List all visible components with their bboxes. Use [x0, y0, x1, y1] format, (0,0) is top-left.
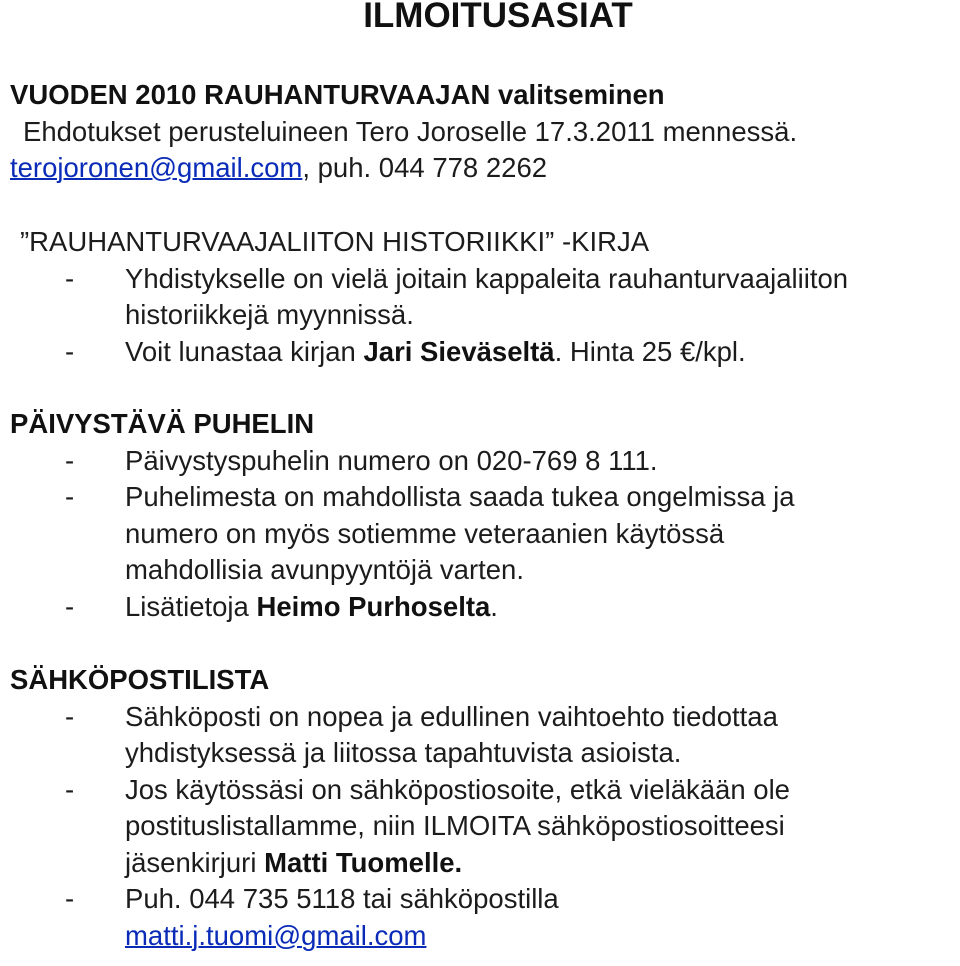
contact-name: Matti Tuomelle. — [264, 846, 463, 878]
text-segment: Voit lunastaa kirjan — [125, 335, 364, 367]
list-item-text — [125, 589, 955, 626]
list-item — [10, 881, 955, 954]
text-segment: . — [490, 590, 498, 622]
email-link-tero[interactable]: terojoronen@gmail.com — [10, 152, 303, 183]
list-item-text: Sähköposti on nopea ja edullinen vaihtoehto tiedottaa — [125, 700, 778, 732]
list-item — [10, 261, 955, 334]
section-heading: ”RAUHANTURVAAJALIITON HISTORIIKKI” -KIRJA — [20, 226, 650, 257]
bullet-dash: - — [65, 262, 75, 294]
list-item-text: Yhdistykselle on vielä joitain kappaleita rauhanturvaajaliiton — [125, 262, 849, 294]
section-peacekeeper-election — [10, 77, 955, 187]
list-item — [10, 699, 955, 772]
bullet-dash: - — [65, 335, 75, 367]
paragraph-line: Ehdotukset perusteluineen Tero Joroselle 17.3.2011 mennessä. — [23, 115, 798, 147]
list-item-text: yhdistyksessä ja liitossa tapahtuvista asioista. — [125, 737, 682, 768]
section-duty-phone — [10, 406, 955, 625]
section-heading: SÄHKÖPOSTILISTA — [10, 664, 270, 695]
text-segment: jäsenkirjuri — [125, 846, 265, 878]
page-title: ILMOITUSASIAT — [363, 0, 633, 35]
bullet-dash: - — [65, 590, 75, 622]
list-item-text: postituslistallamme, niin ILMOITA sähköpostiosoitteesi — [125, 810, 785, 841]
bullet-dash: - — [65, 883, 75, 914]
list-item-text: historiikkejä myynnissä. — [125, 299, 414, 330]
list-item-text: Jos käytössäsi on sähköpostiosoite, etkä vieläkään ole — [125, 773, 790, 805]
contact-line — [10, 150, 955, 187]
text-segment: . Hinta 25 €/kpl. — [554, 335, 746, 367]
list-item — [10, 589, 955, 626]
list-item-text: Päivystyspuhelin numero on 020-769 8 111. — [125, 444, 658, 476]
text-segment: Lisätietoja — [125, 590, 257, 622]
email-link-matti[interactable]: matti.j.tuomi@gmail.com — [125, 919, 427, 951]
list-item — [10, 334, 955, 371]
contact-name: Jari Sieväseltä — [363, 335, 555, 367]
section-heading: PÄIVYSTÄVÄ PUHELIN — [10, 408, 315, 439]
section-email-list — [10, 662, 955, 954]
bullet-dash: - — [65, 444, 75, 476]
list-item — [10, 479, 955, 589]
list-item-text — [125, 334, 955, 371]
list-item — [10, 772, 955, 882]
bullet-dash: - — [65, 481, 75, 512]
bullet-dash: - — [65, 700, 75, 732]
list-item — [10, 443, 955, 480]
section-heading: VUODEN 2010 RAUHANTURVAAJAN valitseminen — [10, 79, 665, 110]
phone-text: , puh. 044 778 2262 — [302, 152, 548, 183]
bullet-dash: - — [65, 773, 75, 805]
list-item-text: mahdollisia avunpyyntöjä varten. — [125, 554, 524, 585]
list-item-text — [125, 918, 955, 955]
contact-name: Heimo Purhoselta — [256, 590, 491, 622]
list-item-text: Puh. 044 735 5118 tai sähköpostilla — [125, 883, 559, 914]
section-history-book — [10, 224, 955, 370]
list-item-text: numero on myös sotiemme veteraanien käytössä — [125, 517, 725, 549]
list-item-text: Puhelimesta on mahdollista saada tukea ongelmissa ja — [125, 481, 795, 512]
list-item-text — [125, 845, 955, 882]
